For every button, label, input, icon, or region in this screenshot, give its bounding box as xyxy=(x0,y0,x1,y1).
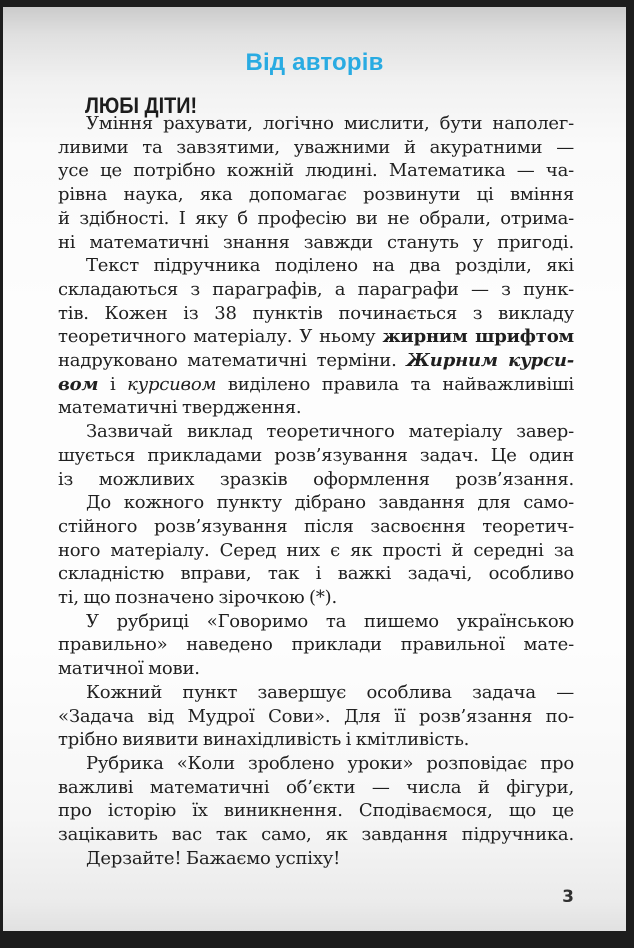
paragraph xyxy=(58,491,574,610)
text-segment: складаються з параграфів, а параграфи — з пунк- xyxy=(58,278,574,300)
text-segment: ного матеріалу. Серед них є як прості й середні за xyxy=(58,539,574,561)
text-segment: й здібності. І яку б професію ви не обрали, отрима- xyxy=(58,207,574,229)
paragraph xyxy=(58,681,574,752)
text-line xyxy=(58,159,574,183)
text-line xyxy=(58,325,574,349)
text-line xyxy=(58,705,574,729)
text-segment: курсивом xyxy=(127,373,217,395)
text-segment: ні математичні знання завжди стануть у пригоді. xyxy=(58,231,574,253)
text-segment: усе це потрібно кожній людині. Математика — ча- xyxy=(58,160,574,182)
text-segment: і xyxy=(98,373,128,395)
text-line xyxy=(58,515,574,539)
text-segment: складністю вправи, так і важкі задачі, особливо xyxy=(58,563,574,585)
text-segment: правильно» наведено приклади правильної мате- xyxy=(58,634,574,656)
text-segment: математичні твердження. xyxy=(58,397,302,419)
text-line xyxy=(58,847,574,871)
text-segment: виділено правила та найважливіші xyxy=(216,373,574,395)
text-segment: трібно виявити винахідливість і кмітливість. xyxy=(58,729,470,751)
text-line xyxy=(58,491,574,515)
text-segment: Рубрика «Коли зроблено уроки» розповідає про xyxy=(86,752,574,774)
text-segment: Дерзайте! Бажаємо успіху! xyxy=(86,847,341,869)
text-segment: надруковано математичні терміни. xyxy=(58,350,407,372)
text-segment: теоретичного матеріалу. У ньому xyxy=(58,326,383,348)
text-segment: рівна наука, яка допомагає розвинути ці вміння xyxy=(58,184,574,206)
text-segment: Уміння рахувати, логічно мислити, бути наполег- xyxy=(86,113,574,134)
text-line xyxy=(58,752,574,776)
body-text xyxy=(58,112,574,871)
paragraph xyxy=(58,847,574,871)
text-line xyxy=(58,373,574,397)
text-line xyxy=(58,278,574,302)
text-line xyxy=(58,681,574,705)
text-line xyxy=(58,207,574,231)
text-segment: важливі математичні об’єкти — числа й фігури, xyxy=(58,776,574,798)
text-segment: жирним шрифтом xyxy=(382,326,574,348)
text-line xyxy=(58,799,574,823)
text-segment: зацікавить вас так само, як завдання підручника. xyxy=(58,824,574,846)
paragraph xyxy=(58,610,574,681)
paragraph xyxy=(58,254,574,420)
text-line xyxy=(58,420,574,444)
text-line xyxy=(58,657,574,681)
text-segment: матичної мови. xyxy=(58,658,200,680)
paragraph xyxy=(58,752,574,847)
text-line xyxy=(58,112,574,136)
text-segment: До кожного пункту дібрано завдання для само- xyxy=(86,492,574,514)
text-line xyxy=(58,633,574,657)
text-segment: із можливих зразків оформлення розв’язання. xyxy=(58,468,574,490)
text-line xyxy=(58,728,574,752)
text-segment: стійного розв’язування після засвоєння теоретич- xyxy=(58,515,574,537)
text-segment: вом xyxy=(58,373,99,395)
text-segment: Кожний пункт завершує особлива задача — xyxy=(86,681,574,703)
text-segment: У рубриці «Говоримо та пишемо українською xyxy=(86,610,574,632)
text-segment: Зазвичай виклад теоретичного матеріалу завер- xyxy=(86,421,574,443)
paragraph xyxy=(58,420,574,491)
text-line xyxy=(58,396,574,420)
text-segment: ті, що позначено зірочкою (*). xyxy=(58,587,338,609)
text-segment: ливими та завзятими, уважними й акуратними — xyxy=(58,136,574,158)
text-line xyxy=(58,823,574,847)
text-line xyxy=(58,254,574,278)
page-title: Від авторів xyxy=(245,49,384,76)
text-segment: Жирним курси- xyxy=(406,350,574,372)
text-line xyxy=(58,302,574,326)
page-number: 3 xyxy=(562,887,574,907)
text-line xyxy=(58,136,574,160)
paragraph xyxy=(58,112,574,254)
text-line xyxy=(58,610,574,634)
text-line xyxy=(58,539,574,563)
text-segment: тів. Кожен із 38 пунктів починається з викладу xyxy=(58,302,574,324)
book-page xyxy=(3,7,626,931)
text-segment: Текст підручника поділено на два розділи, які xyxy=(86,255,574,277)
section-heading: ЛЮБІ ДІТИ! xyxy=(85,93,198,118)
text-segment: «Задача від Мудрої Сови». Для її розв’язання по- xyxy=(58,705,574,727)
text-line xyxy=(58,444,574,468)
text-line xyxy=(58,183,574,207)
text-line xyxy=(58,231,574,255)
text-segment: шується прикладами розв’язування задач. Це один xyxy=(58,444,574,466)
text-line xyxy=(58,562,574,586)
text-line xyxy=(58,776,574,800)
text-line xyxy=(58,586,574,610)
text-line xyxy=(58,349,574,373)
text-line xyxy=(58,468,574,492)
text-segment: про історію їх виникнення. Сподіваємося, що це xyxy=(58,800,574,822)
